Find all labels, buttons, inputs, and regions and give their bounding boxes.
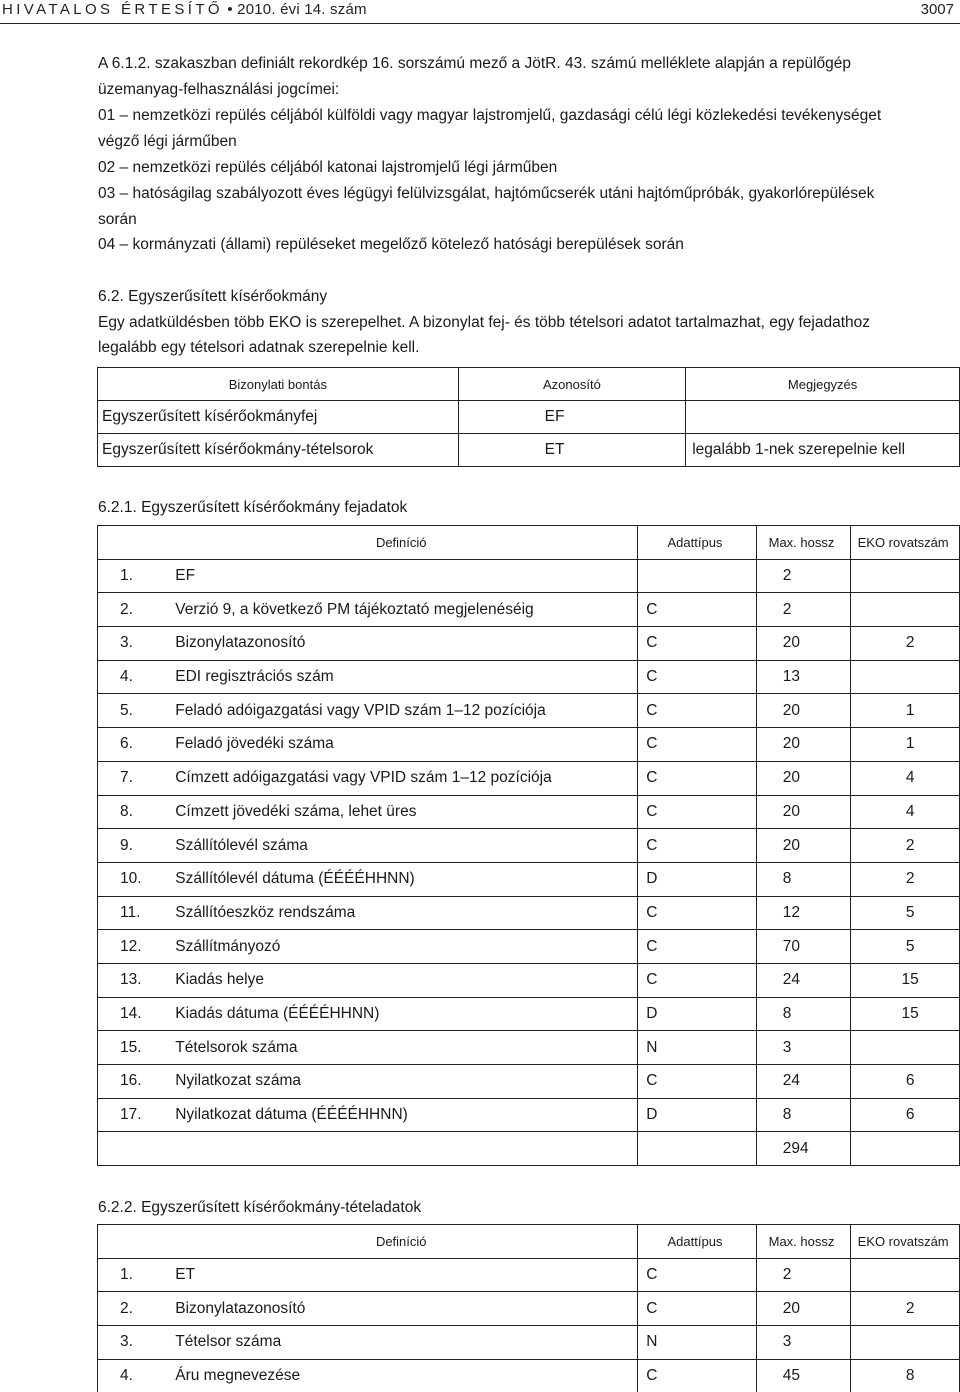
cell-eko-field: 2 bbox=[851, 1292, 960, 1326]
cell-note: legalább 1-nek szerepelnie kell bbox=[686, 434, 960, 467]
cell-definition: Verzió 9, a következő PM tájékoztató megjelenéséig bbox=[169, 593, 638, 627]
cell-max-length: 20 bbox=[756, 627, 851, 661]
cell-max-length: 20 bbox=[756, 761, 851, 795]
table-header-row bbox=[98, 526, 960, 560]
cell-max-length: 2 bbox=[756, 593, 851, 627]
table-row bbox=[98, 559, 960, 593]
cell-max-length: 8 bbox=[756, 1098, 851, 1132]
cell-definition: EF bbox=[169, 559, 638, 593]
total-row bbox=[98, 1132, 960, 1166]
cell-definition: EDI regisztrációs szám bbox=[169, 660, 638, 694]
table-row bbox=[98, 829, 960, 863]
cell-eko-field: 1 bbox=[851, 728, 960, 762]
cell-breakdown: Egyszerűsített kísérőokmányfej bbox=[98, 401, 459, 434]
cell-eko-field bbox=[851, 1326, 960, 1360]
cell-datatype: D bbox=[638, 997, 756, 1031]
cell-number: 15. bbox=[98, 1031, 170, 1065]
cell-datatype: C bbox=[638, 1292, 756, 1326]
header-left bbox=[2, 1, 367, 18]
table-row bbox=[98, 660, 960, 694]
cell-definition: Feladó adóigazgatási vagy VPID szám 1–12 pozíciója bbox=[169, 694, 638, 728]
cell-definition: Kiadás helye bbox=[169, 963, 638, 997]
cell-definition: Szállítólevél dátuma (ÉÉÉÉHHNN) bbox=[169, 862, 638, 896]
cell-datatype bbox=[638, 559, 756, 593]
col-header-identifier: Azonosító bbox=[458, 368, 686, 401]
cell-max-length: 3 bbox=[756, 1326, 851, 1360]
col-header-definition: Definíció bbox=[169, 1225, 638, 1259]
cell-datatype: C bbox=[638, 1359, 756, 1392]
table-row bbox=[98, 896, 960, 930]
col-header-number bbox=[98, 1225, 170, 1259]
section-6-2-2-title: 6.2.2. Egyszerűsített kísérőokmány-tételadatok bbox=[98, 1199, 422, 1216]
cell-number: 16. bbox=[98, 1065, 170, 1099]
col-header-eko-field: EKO rovatszám bbox=[851, 526, 960, 560]
cell-max-length: 24 bbox=[756, 1065, 851, 1099]
cell-datatype: C bbox=[638, 761, 756, 795]
table-row bbox=[98, 434, 960, 467]
cell-number: 3. bbox=[98, 627, 170, 661]
table-row bbox=[98, 593, 960, 627]
table-row bbox=[98, 761, 960, 795]
cell-eko-field: 1 bbox=[851, 694, 960, 728]
item-02: 02 – nemzetközi repülés céljából katonai lajstromjelű légi járműben bbox=[98, 159, 558, 176]
cell-definition: Szállítóeszköz rendszáma bbox=[169, 896, 638, 930]
cell-datatype: C bbox=[638, 660, 756, 694]
section-6-2-1-title: 6.2.1. Egyszerűsített kísérőokmány fejadatok bbox=[98, 499, 408, 516]
cell-datatype: C bbox=[638, 930, 756, 964]
cell-number: 10. bbox=[98, 862, 170, 896]
cell-eko-field: 15 bbox=[851, 963, 960, 997]
cell-max-length: 3 bbox=[756, 1031, 851, 1065]
cell-breakdown: Egyszerűsített kísérőokmány-tételsorok bbox=[98, 434, 459, 467]
cell-datatype: C bbox=[638, 1258, 756, 1292]
cell-number: 6. bbox=[98, 728, 170, 762]
cell-max-length: 2 bbox=[756, 1258, 851, 1292]
item-01-line-b: végző légi járműben bbox=[98, 133, 237, 150]
cell-max-length: 20 bbox=[756, 829, 851, 863]
cell-max-length: 20 bbox=[756, 1292, 851, 1326]
col-header-number bbox=[98, 526, 170, 560]
item-03-line-a: 03 – hatóságilag szabályozott éves légügyi felülvizsgálat, hajtóműcserék utáni hajtóműpróbák, gyakorlórepülések bbox=[98, 185, 875, 202]
cell-number: 5. bbox=[98, 694, 170, 728]
table-row bbox=[98, 1258, 960, 1292]
cell-max-length: 20 bbox=[756, 728, 851, 762]
page-number: 3007 bbox=[920, 1, 954, 18]
table-row bbox=[98, 795, 960, 829]
cell-number: 4. bbox=[98, 1359, 170, 1392]
col-header-note: Megjegyzés bbox=[686, 368, 960, 401]
cell-datatype: C bbox=[638, 627, 756, 661]
table-row bbox=[98, 627, 960, 661]
cell-number: 2. bbox=[98, 593, 170, 627]
cell-number: 12. bbox=[98, 930, 170, 964]
col-header-breakdown: Bizonylati bontás bbox=[98, 368, 459, 401]
cell-datatype: C bbox=[638, 896, 756, 930]
cell-eko-field: 5 bbox=[851, 930, 960, 964]
cell-definition: Szállítólevél száma bbox=[169, 829, 638, 863]
cell-number: 7. bbox=[98, 761, 170, 795]
cell-number: 9. bbox=[98, 829, 170, 863]
col-header-datatype: Adattípus bbox=[638, 1225, 756, 1259]
cell-eko-field: 4 bbox=[851, 761, 960, 795]
cell-definition: Bizonylatazonosító bbox=[169, 627, 638, 661]
total-max-length: 294 bbox=[756, 1132, 851, 1166]
section-6-2-title: 6.2. Egyszerűsített kísérőokmány bbox=[98, 288, 328, 305]
cell-max-length: 12 bbox=[756, 896, 851, 930]
cell-eko-field bbox=[851, 593, 960, 627]
header-data-table bbox=[97, 525, 960, 1166]
table-row bbox=[98, 1326, 960, 1360]
intro-line-2: üzemanyag-felhasználási jogcímei: bbox=[98, 81, 340, 98]
table-row bbox=[98, 1292, 960, 1326]
cell-definition: Címzett jövedéki száma, lehet üres bbox=[169, 795, 638, 829]
cell-max-length: 45 bbox=[756, 1359, 851, 1392]
cell-definition: Bizonylatazonosító bbox=[169, 1292, 638, 1326]
cell-number: 17. bbox=[98, 1098, 170, 1132]
cell-eko-field bbox=[851, 559, 960, 593]
cell-eko-field: 5 bbox=[851, 896, 960, 930]
header-bullet: • bbox=[227, 1, 233, 18]
cell-max-length: 8 bbox=[756, 862, 851, 896]
col-header-definition: Definíció bbox=[169, 526, 638, 560]
cell-number: 1. bbox=[98, 1258, 170, 1292]
cell-eko-field bbox=[851, 1132, 960, 1166]
cell-eko-field: 4 bbox=[851, 795, 960, 829]
cell-definition: Áru megnevezése bbox=[169, 1359, 638, 1392]
item-03-line-b: során bbox=[98, 211, 137, 228]
item-04: 04 – kormányzati (állami) repüléseket megelőző kötelező hatósági berepülések során bbox=[98, 236, 684, 253]
cell-eko-field: 2 bbox=[851, 862, 960, 896]
cell-identifier: EF bbox=[458, 401, 686, 434]
col-header-datatype: Adattípus bbox=[638, 526, 756, 560]
cell-number: 11. bbox=[98, 896, 170, 930]
cell-max-length: 13 bbox=[756, 660, 851, 694]
cell-eko-field bbox=[851, 660, 960, 694]
cell-definition: Címzett adóigazgatási vagy VPID szám 1–12 pozíciója bbox=[169, 761, 638, 795]
cell-definition: Tételsor száma bbox=[169, 1326, 638, 1360]
table-row bbox=[98, 401, 960, 434]
col-header-max-length: Max. hossz bbox=[756, 526, 851, 560]
table-row bbox=[98, 997, 960, 1031]
section-6-2-para-2: legalább egy tételsori adatnak szerepelnie kell. bbox=[98, 339, 420, 356]
cell-eko-field: 6 bbox=[851, 1098, 960, 1132]
cell-eko-field: 8 bbox=[851, 1359, 960, 1392]
cell-max-length: 2 bbox=[756, 559, 851, 593]
cell-datatype: D bbox=[638, 862, 756, 896]
cell-max-length: 8 bbox=[756, 997, 851, 1031]
cell-number: 13. bbox=[98, 963, 170, 997]
table-header-row bbox=[98, 368, 960, 401]
cell-eko-field bbox=[851, 1031, 960, 1065]
cell-datatype bbox=[638, 1132, 756, 1166]
cell-number bbox=[98, 1132, 170, 1166]
table-row bbox=[98, 728, 960, 762]
cell-max-length: 20 bbox=[756, 795, 851, 829]
cell-definition: ET bbox=[169, 1258, 638, 1292]
cell-datatype: N bbox=[638, 1031, 756, 1065]
document-breakdown-table bbox=[97, 367, 960, 467]
cell-definition: Nyilatkozat száma bbox=[169, 1065, 638, 1099]
cell-eko-field: 15 bbox=[851, 997, 960, 1031]
cell-datatype: C bbox=[638, 1065, 756, 1099]
table-row bbox=[98, 1065, 960, 1099]
cell-definition bbox=[169, 1132, 638, 1166]
cell-datatype: C bbox=[638, 728, 756, 762]
issue-label: 2010. évi 14. szám bbox=[237, 1, 367, 18]
cell-datatype: C bbox=[638, 593, 756, 627]
cell-note bbox=[686, 401, 960, 434]
cell-definition: Tételsorok száma bbox=[169, 1031, 638, 1065]
cell-definition: Nyilatkozat dátuma (ÉÉÉÉHHNN) bbox=[169, 1098, 638, 1132]
cell-max-length: 70 bbox=[756, 930, 851, 964]
intro-line-1: A 6.1.2. szakaszban definiált rekordkép 16. sorszámú mező a JötR. 43. számú melléklete alapján a repülőgép bbox=[98, 55, 852, 72]
table-row bbox=[98, 963, 960, 997]
cell-max-length: 24 bbox=[756, 963, 851, 997]
cell-datatype: C bbox=[638, 795, 756, 829]
table-row bbox=[98, 1031, 960, 1065]
item-01-line-a: 01 – nemzetközi repülés céljából külföldi vagy magyar lajstromjelű, gazdasági célú légi közlekedési tevékenységet bbox=[98, 107, 882, 124]
publication-title: HIVATALOS ÉRTESÍTŐ bbox=[2, 1, 223, 18]
table-header-row bbox=[98, 1225, 960, 1259]
cell-datatype: D bbox=[638, 1098, 756, 1132]
cell-definition: Feladó jövedéki száma bbox=[169, 728, 638, 762]
cell-number: 1. bbox=[98, 559, 170, 593]
cell-number: 14. bbox=[98, 997, 170, 1031]
cell-identifier: ET bbox=[458, 434, 686, 467]
cell-datatype: C bbox=[638, 963, 756, 997]
cell-number: 8. bbox=[98, 795, 170, 829]
table-row bbox=[98, 930, 960, 964]
cell-number: 4. bbox=[98, 660, 170, 694]
cell-number: 3. bbox=[98, 1326, 170, 1360]
cell-datatype: C bbox=[638, 694, 756, 728]
cell-datatype: N bbox=[638, 1326, 756, 1360]
col-header-eko-field: EKO rovatszám bbox=[851, 1225, 960, 1259]
table-row bbox=[98, 1098, 960, 1132]
cell-eko-field: 6 bbox=[851, 1065, 960, 1099]
cell-datatype: C bbox=[638, 829, 756, 863]
cell-definition: Szállítmányozó bbox=[169, 930, 638, 964]
cell-definition: Kiadás dátuma (ÉÉÉÉHHNN) bbox=[169, 997, 638, 1031]
page-header bbox=[0, 0, 960, 24]
col-header-max-length: Max. hossz bbox=[756, 1225, 851, 1259]
table-row bbox=[98, 862, 960, 896]
table-row bbox=[98, 1359, 960, 1392]
table-row bbox=[98, 694, 960, 728]
item-data-table bbox=[97, 1224, 960, 1392]
cell-number: 2. bbox=[98, 1292, 170, 1326]
cell-eko-field bbox=[851, 1258, 960, 1292]
cell-max-length: 20 bbox=[756, 694, 851, 728]
section-6-2-para-1: Egy adatküldésben több EKO is szerepelhet. A bizonylat fej- és több tételsori adatot tartalmazhat, egy fejadathoz bbox=[98, 314, 871, 331]
cell-eko-field: 2 bbox=[851, 829, 960, 863]
cell-eko-field: 2 bbox=[851, 627, 960, 661]
